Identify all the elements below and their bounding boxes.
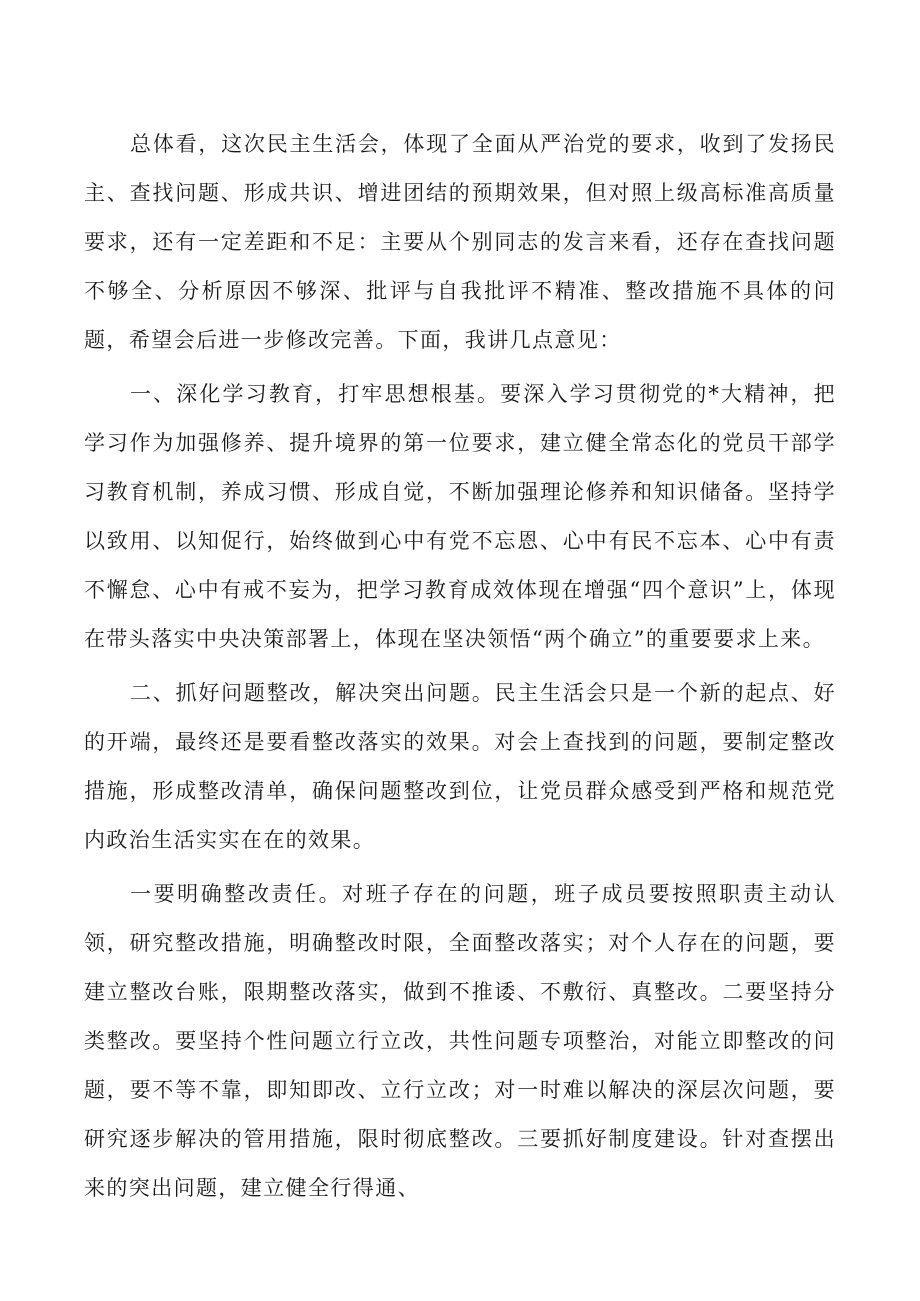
paragraph-summary: 总体看，这次民主生活会，体现了全面从严治党的要求，收到了发扬民主、查找问题、形成共识、增进团结的预期效果，但对照上级高标准高质量要求，还有一定差距和不足：主要从个别同志的发言来看，还存在查找问题不够全、分析原因不够深、批评与自我批评不精准、整改措施不具体的问题，希望会后进一步修改完善。下面，我讲几点意见： [84,132,836,352]
paragraph-point-two: 二、抓好问题整改，解决突出问题。民主生活会只是一个新的起点、好的开端，最终还是要看整改落实的效果。对会上查找到的问题，要制定整改措施，形成整改清单，确保问题整改到位，让党员群众感受到严格和规范党内政治生活实实在在的效果。 [84,681,836,852]
document-body [84,120,836,1218]
paragraph-point-one: 一、深化学习教育，打牢思想根基。要深入学习贯彻党的*大精神，把学习作为加强修养、提升境界的第一位要求，建立健全常态化的党员干部学习教育机制，养成习惯、形成自觉，不断加强理论修养和知识储备。坚持学以致用、以知促行，始终做到心中有党不忘恩、心中有民不忘本、心中有责不懈怠、心中有戒不妄为，把学习教育成效体现在增强“四个意识”上，体现在带头落实中央决策部署上，体现在坚决领悟“两个确立”的重要要求上来。 [84,382,836,651]
paragraph-rectification-measures: 一要明确整改责任。对班子存在的问题，班子成员要按照职责主动认领，研究整改措施，明确整改时限，全面整改落实；对个人存在的问题，要建立整改台账，限期整改落实，做到不推诿、不敷衍、真整改。二要坚持分类整改。要坚持个性问题立行立改，共性问题专项整治，对能立即整改的问题，要不等不靠，即知即改、立行立改；对一时难以解决的深层次问题，要研究逐步解决的管用措施，限时彻底整改。三要抓好制度建设。针对查摆出来的突出问题，建立健全行得通、 [84,882,836,1200]
